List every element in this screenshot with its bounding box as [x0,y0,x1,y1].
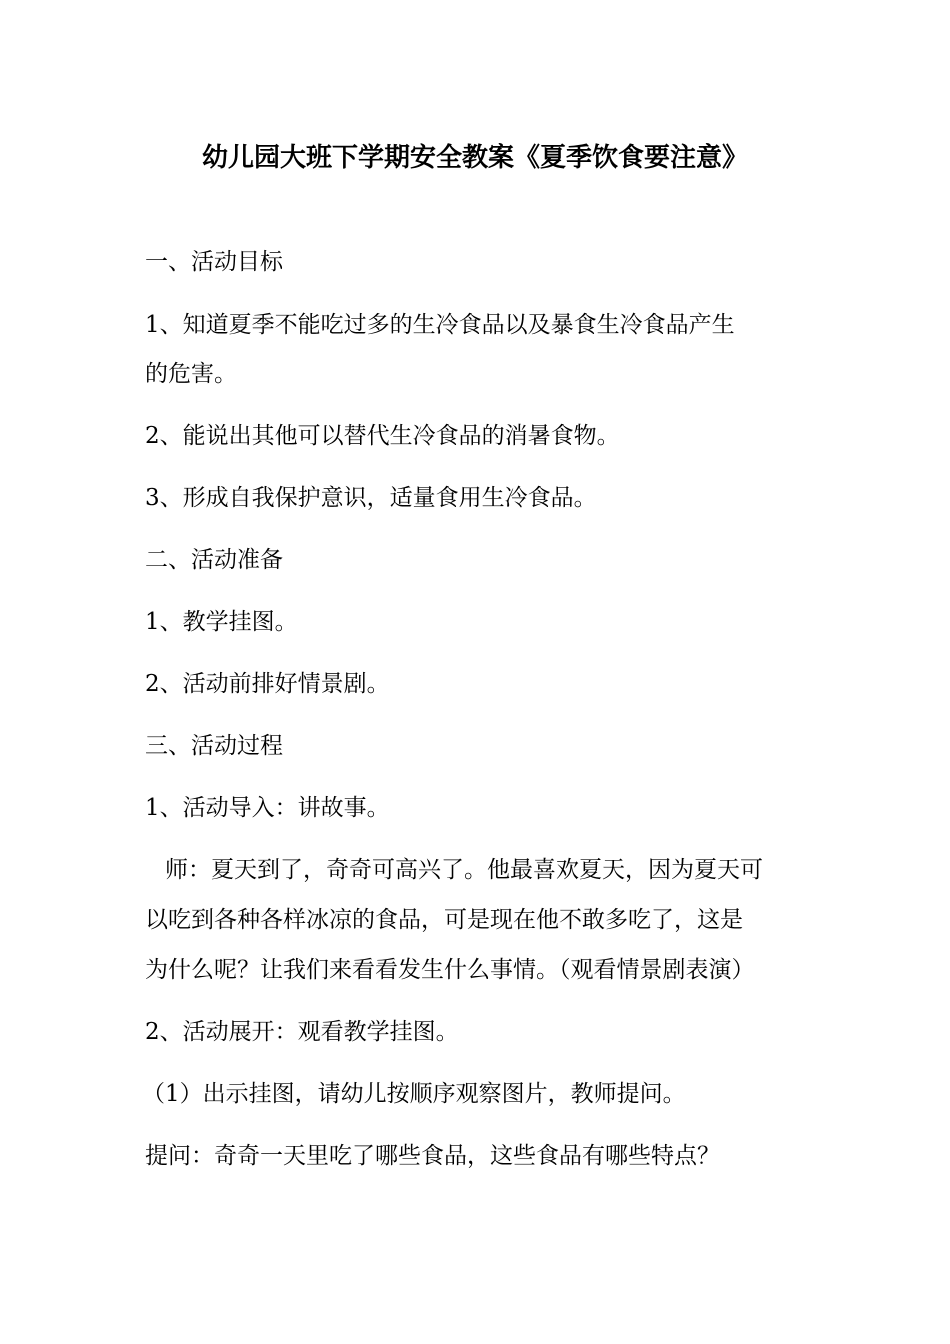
document-title: 幼儿园大班下学期安全教案《夏季饮食要注意》 [201,143,748,173]
paragraph-line: 2、能说出其他可以替代生冷食品的消暑食物。 [145,423,620,449]
section-heading-preparation: 二、活动准备 [145,547,283,573]
section-heading-objectives: 一、活动目标 [145,249,283,275]
paragraph-line: 1、教学挂图。 [145,609,298,635]
paragraph-line: 1、活动导入：讲故事。 [145,795,390,821]
paragraph-line: 以吃到各种各样冰凉的食品，可是现在他不敢多吃了，这是 [145,907,743,933]
section-heading-process: 三、活动过程 [145,733,283,759]
paragraph-line: 3、形成自我保护意识，适量食用生冷食品。 [145,485,597,511]
paragraph-line: 的危害。 [145,361,237,387]
paragraph-line: 2、活动展开：观看教学挂图。 [145,1019,459,1045]
paragraph-line: 为什么呢？让我们来看看发生什么事情。（观看情景剧表演） [145,957,755,983]
paragraph-line: 2、活动前排好情景剧。 [145,671,390,697]
paragraph-line: （1）出示挂图，请幼儿按顺序观察图片，教师提问。 [142,1081,686,1107]
paragraph-line: 提问：奇奇一天里吃了哪些食品，这些食品有哪些特点？ [145,1143,720,1169]
paragraph-line: 师：夏天到了，奇奇可高兴了。他最喜欢夏天，因为夏天可 [165,857,763,883]
paragraph-line: 1、知道夏季不能吃过多的生冷食品以及暴食生冷食品产生 [145,312,735,338]
